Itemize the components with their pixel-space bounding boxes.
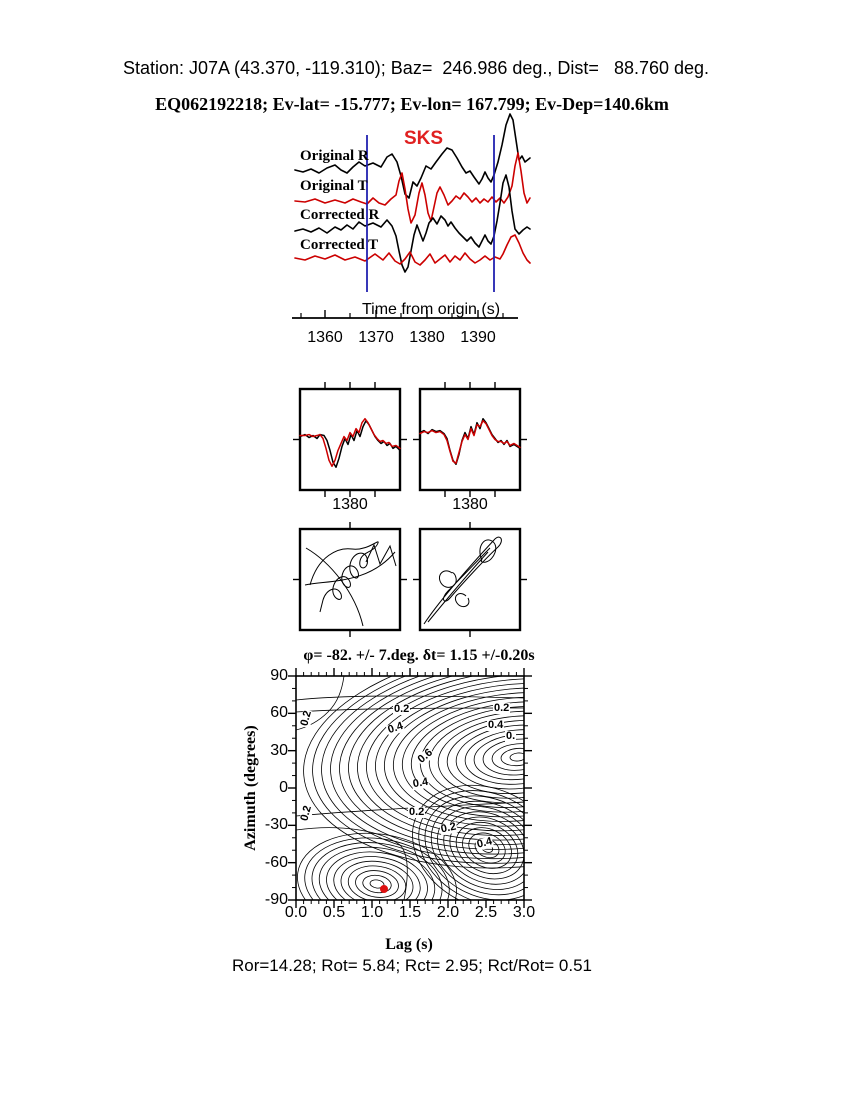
lag-tick-label: 2.0: [436, 904, 460, 921]
contour-level-label: 0.4: [475, 835, 494, 851]
azimuth-tick-label: 0: [279, 779, 288, 796]
contour-level-label: 0.6: [415, 746, 436, 766]
contour-level-label: 0.2: [298, 804, 314, 823]
trace-label-original-r: Original R: [300, 148, 369, 164]
azimuth-tick-label: 90: [270, 667, 288, 684]
lag-tick-label: 0.0: [284, 904, 308, 921]
stats-footer: Ror=14.28; Rot= 5.84; Rct= 2.95; Rct/Rot= 0.51: [231, 956, 593, 975]
contour-level-label: 0.2: [439, 820, 458, 836]
trace-label-original-t: Original T: [300, 178, 368, 194]
contour-level-label: 0.: [506, 730, 516, 742]
azimuth-tick-label: -60: [264, 853, 288, 871]
contour-level-label: 0.2: [494, 702, 510, 714]
lag-tick-label: 0.5: [322, 904, 346, 921]
station-title: Station: J07A (43.370, -119.310); Baz= 246.986 deg., Dist= 88.760 deg.: [122, 58, 710, 78]
azimuth-tick-label: -30: [264, 816, 288, 834]
trace-label-corrected-r: Corrected R: [300, 207, 380, 223]
event-title: EQ062192218; Ev-lat= -15.777; Ev-lon= 167.799; Ev-Dep=140.6km: [155, 94, 669, 114]
phase-label: SKS: [404, 128, 444, 149]
contour-title: φ= -82. +/- 7.deg. δt= 1.15 +/-0.20s: [303, 647, 535, 664]
lag-tick-label: 3.0: [512, 904, 536, 921]
contour-level-label: 0.4: [411, 775, 430, 791]
time-tick-label: 1390: [460, 329, 496, 346]
azimuth-tick-label: 30: [270, 741, 288, 759]
trace-label-corrected-t: Corrected T: [300, 237, 379, 253]
lag-tick-label: 2.5: [474, 904, 498, 921]
contour-level-label: 0.4: [386, 719, 405, 737]
time-tick-label: 1370: [358, 329, 394, 346]
contour-level-label: 0.2: [394, 703, 410, 715]
contour-xlabel: Lag (s): [385, 936, 433, 953]
time-axis-label: Time from origin (s): [361, 301, 501, 318]
contour-level-label: 0.4: [488, 719, 504, 731]
comparison-tick-label: 1380: [452, 496, 488, 513]
contour-ylabel: Azimuth (degrees): [242, 725, 259, 851]
time-tick-label: 1380: [409, 329, 445, 346]
contour-level-label: 0.2: [298, 709, 314, 728]
lag-tick-label: 1.5: [398, 904, 422, 921]
comparison-tick-label: 1380: [332, 496, 368, 513]
time-tick-label: 1360: [307, 329, 343, 346]
lag-tick-label: 1.0: [360, 904, 384, 921]
azimuth-tick-label: -90: [264, 891, 288, 908]
azimuth-tick-label: 60: [270, 704, 288, 722]
contour-level-label: 0.2: [409, 806, 425, 818]
